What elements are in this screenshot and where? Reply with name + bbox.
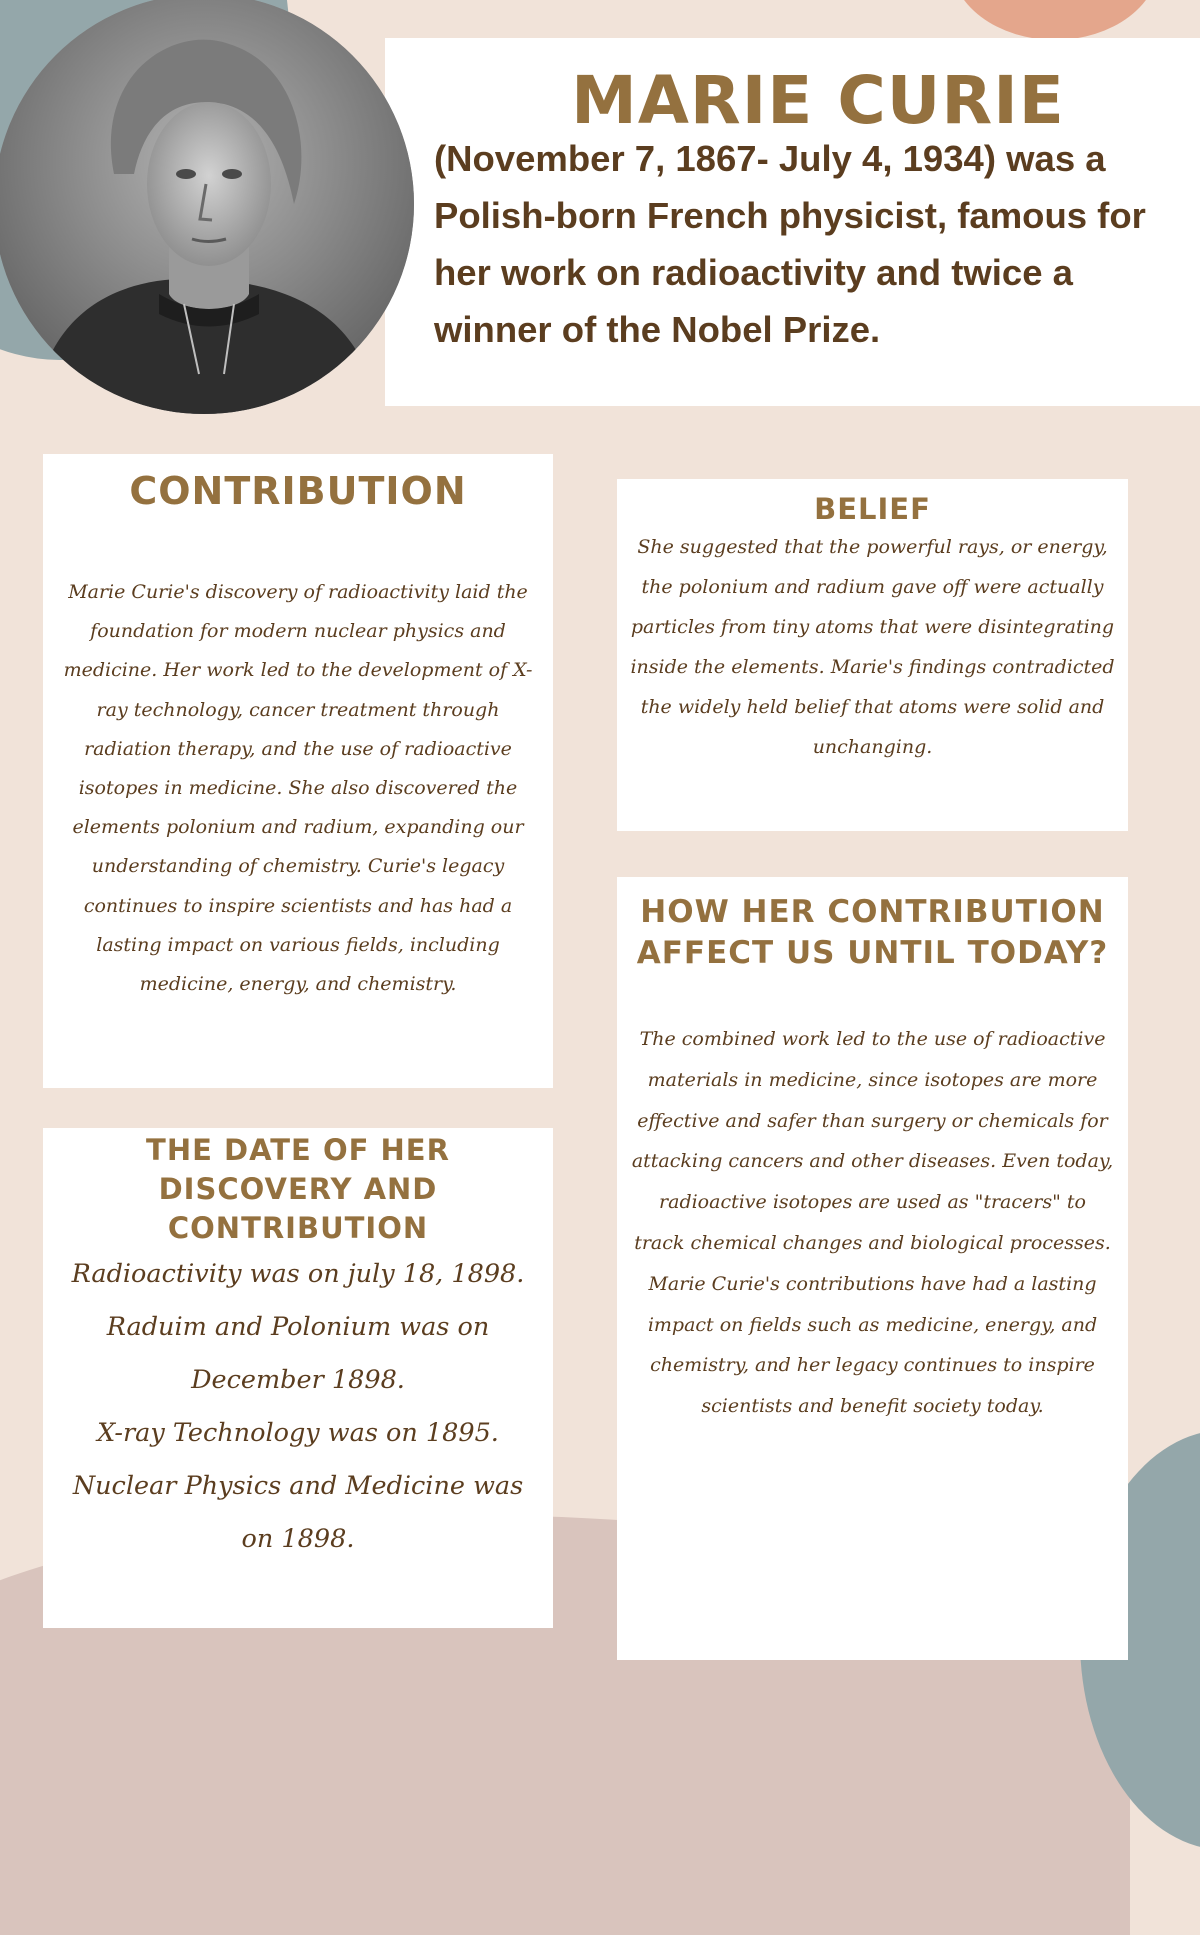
- contribution-card: [43, 454, 553, 1088]
- intro-text: (November 7, 1867- July 4, 1934) was a Polish-born French physicist, famous for her work on radioactivity and twice a winner of the Nobel Prize.: [434, 138, 1146, 350]
- portrait-illustration: [0, 0, 414, 414]
- belief-heading: BELIEF: [814, 492, 931, 526]
- decorative-blob-peach-top-right: [950, 0, 1160, 40]
- impact-card: [617, 877, 1128, 1660]
- date-item: Raduim and Polonium was on December 1898.: [106, 1312, 490, 1395]
- discovery-dates-card: [43, 1128, 553, 1628]
- contribution-body: Marie Curie's discovery of radioactivity laid the foundation for modern nuclear physics and medicine. Her work led to the development of X-ray technology, cancer treatment through radiation therapy, and the use of radioactive isotopes in medicine. She also discovered the elements polonium and radium, expanding our understanding of chemistry. Curie's legacy continues to inspire scientists and has had a lasting impact on various fields, including medicine, energy, and chemistry.: [63, 581, 533, 996]
- impact-body: The combined work led to the use of radioactive materials in medicine, since isotopes are more effective and safer than surgery or chemicals for attacking cancers and other diseases. Even today, radioactive isotopes are used as "tracers" to track chemical changes and biological processes. Marie Curie's contributions have had a lasting impact on fields such as medicine, energy, and chemistry, and her legacy continues to inspire scientists and benefit society today.: [631, 1028, 1114, 1418]
- page-title: MARIE CURIE: [571, 62, 1065, 139]
- date-item: X-ray Technology was on 1895.: [97, 1418, 499, 1448]
- belief-card: [617, 479, 1128, 831]
- impact-heading: HOW HER CONTRIBUTION AFFECT US UNTIL TODAY?: [636, 894, 1109, 971]
- dates-heading: THE DATE OF HER DISCOVERY AND CONTRIBUTION: [146, 1133, 450, 1245]
- date-item: Nuclear Physics and Medicine was on 1898.: [72, 1471, 524, 1554]
- contribution-heading: CONTRIBUTION: [129, 469, 467, 513]
- belief-body: She suggested that the powerful rays, or energy, the polonium and radium gave off were actually particles from tiny atoms that were disintegrating inside the elements. Marie's findings contradicted the widely held belief that atoms were solid and unchanging.: [630, 536, 1115, 758]
- portrait-photo: [0, 0, 414, 414]
- date-item: Radioactivity was on july 18, 1898.: [71, 1259, 525, 1289]
